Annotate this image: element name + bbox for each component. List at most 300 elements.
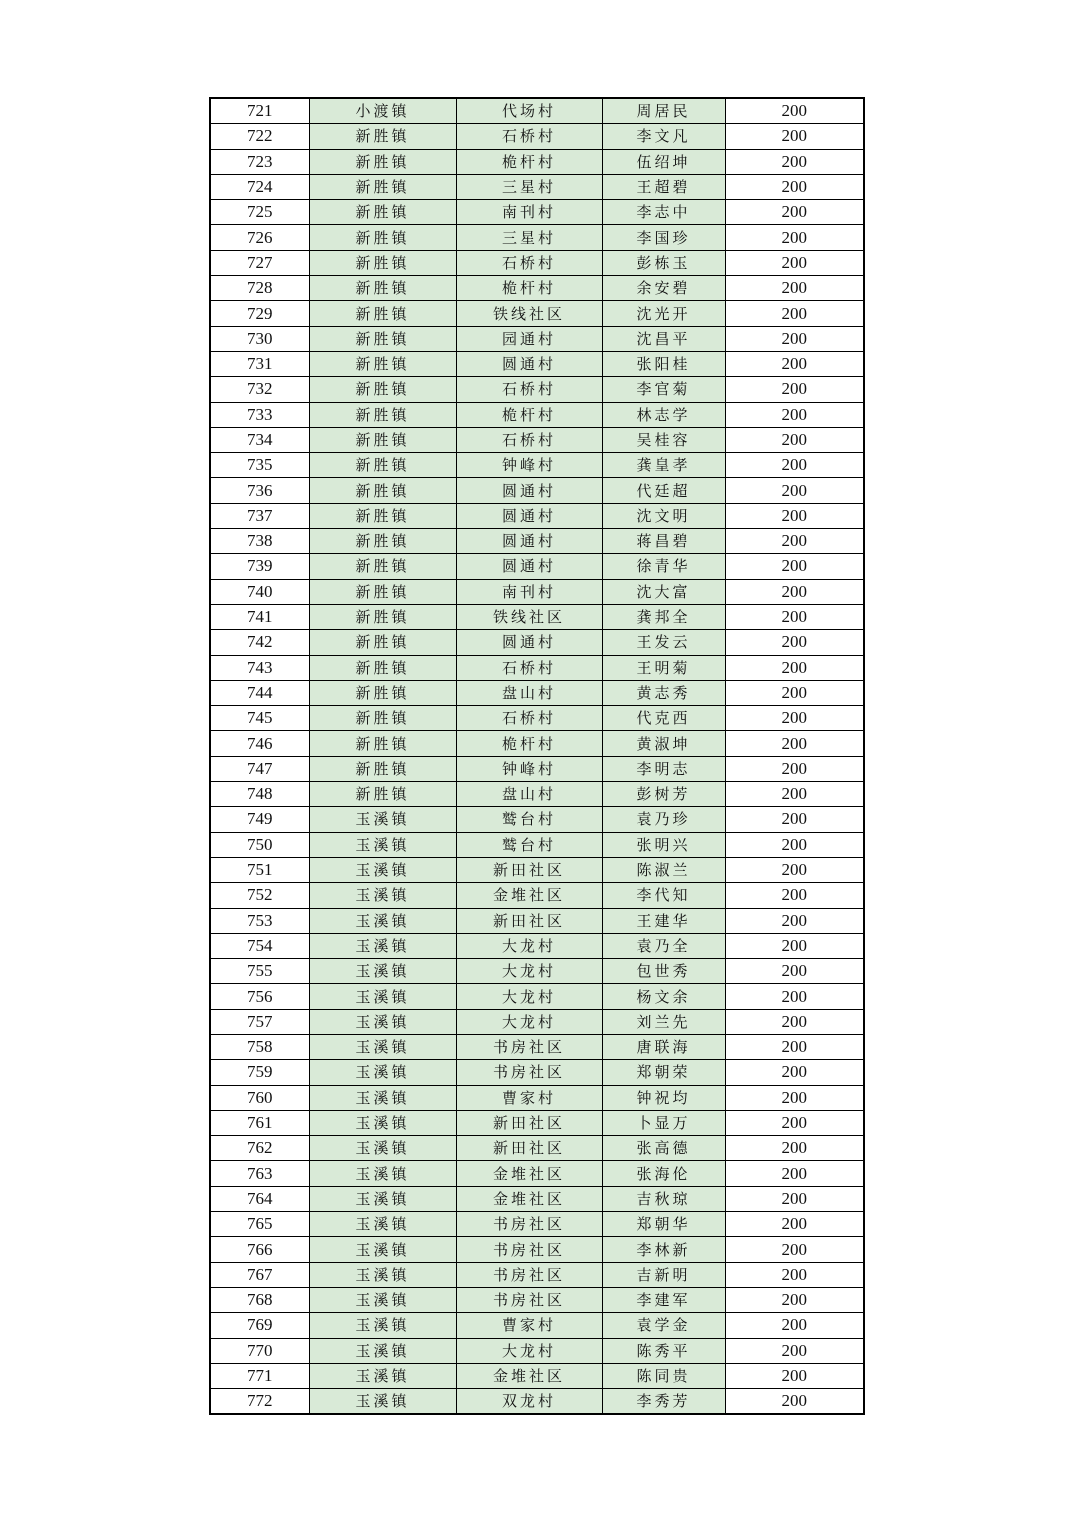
person-name-cell: 袁乃全 (602, 933, 725, 958)
person-name-cell: 林志学 (602, 402, 725, 427)
table-row (210, 351, 864, 376)
row-number-cell: 734 (210, 427, 309, 452)
amount-cell: 200 (725, 1085, 864, 1110)
amount-cell: 200 (725, 706, 864, 731)
village-cell: 石桥村 (456, 124, 602, 149)
table-row (210, 832, 864, 857)
amount-cell: 200 (725, 857, 864, 882)
village-cell: 新田社区 (456, 908, 602, 933)
amount-cell: 200 (725, 1161, 864, 1186)
person-name-cell: 龚邦全 (602, 604, 725, 629)
person-name-cell: 彭栋玉 (602, 250, 725, 275)
village-cell: 大龙村 (456, 1009, 602, 1034)
village-cell: 圆通村 (456, 351, 602, 376)
village-cell: 石桥村 (456, 706, 602, 731)
table-row (210, 984, 864, 1009)
person-name-cell: 陈同贵 (602, 1363, 725, 1388)
table-row (210, 1110, 864, 1135)
town-cell: 新胜镇 (309, 554, 456, 579)
row-number-cell: 749 (210, 807, 309, 832)
table-row (210, 933, 864, 958)
amount-cell: 200 (725, 655, 864, 680)
town-cell: 新胜镇 (309, 782, 456, 807)
town-cell: 玉溪镇 (309, 908, 456, 933)
row-number-cell: 766 (210, 1237, 309, 1262)
town-cell: 新胜镇 (309, 351, 456, 376)
village-cell: 书房社区 (456, 1287, 602, 1312)
table-row (210, 554, 864, 579)
village-cell: 大龙村 (456, 1338, 602, 1363)
village-cell: 书房社区 (456, 1212, 602, 1237)
town-cell: 新胜镇 (309, 149, 456, 174)
table-row (210, 149, 864, 174)
amount-cell: 200 (725, 1110, 864, 1135)
table-row (210, 655, 864, 680)
table-row (210, 908, 864, 933)
town-cell: 新胜镇 (309, 630, 456, 655)
village-cell: 桅杆村 (456, 731, 602, 756)
town-cell: 新胜镇 (309, 731, 456, 756)
person-name-cell: 张高德 (602, 1136, 725, 1161)
person-name-cell: 郑朝华 (602, 1212, 725, 1237)
table-row (210, 1034, 864, 1059)
table-row (210, 731, 864, 756)
village-cell: 石桥村 (456, 250, 602, 275)
town-cell: 玉溪镇 (309, 1110, 456, 1135)
amount-cell: 200 (725, 1212, 864, 1237)
amount-cell: 200 (725, 1237, 864, 1262)
town-cell: 玉溪镇 (309, 984, 456, 1009)
town-cell: 玉溪镇 (309, 1237, 456, 1262)
town-cell: 玉溪镇 (309, 1212, 456, 1237)
amount-cell: 200 (725, 1136, 864, 1161)
table-row (210, 630, 864, 655)
town-cell: 新胜镇 (309, 402, 456, 427)
person-name-cell: 刘兰先 (602, 1009, 725, 1034)
village-cell: 金堆社区 (456, 1186, 602, 1211)
person-name-cell: 张明兴 (602, 832, 725, 857)
village-cell: 金堆社区 (456, 883, 602, 908)
town-cell: 新胜镇 (309, 579, 456, 604)
row-number-cell: 727 (210, 250, 309, 275)
row-number-cell: 722 (210, 124, 309, 149)
amount-cell: 200 (725, 1186, 864, 1211)
row-number-cell: 770 (210, 1338, 309, 1363)
table-row (210, 326, 864, 351)
town-cell: 玉溪镇 (309, 1009, 456, 1034)
town-cell: 玉溪镇 (309, 1136, 456, 1161)
row-number-cell: 761 (210, 1110, 309, 1135)
row-number-cell: 757 (210, 1009, 309, 1034)
town-cell: 新胜镇 (309, 225, 456, 250)
amount-cell: 200 (725, 174, 864, 199)
amount-cell: 200 (725, 453, 864, 478)
amount-cell: 200 (725, 807, 864, 832)
town-cell: 玉溪镇 (309, 832, 456, 857)
village-cell: 大龙村 (456, 959, 602, 984)
row-number-cell: 762 (210, 1136, 309, 1161)
table-row (210, 1085, 864, 1110)
village-cell: 书房社区 (456, 1237, 602, 1262)
town-cell: 新胜镇 (309, 503, 456, 528)
village-cell: 圆通村 (456, 478, 602, 503)
amount-cell: 200 (725, 124, 864, 149)
row-number-cell: 748 (210, 782, 309, 807)
row-number-cell: 765 (210, 1212, 309, 1237)
row-number-cell: 768 (210, 1287, 309, 1312)
amount-cell: 200 (725, 1060, 864, 1085)
village-cell: 鹫台村 (456, 832, 602, 857)
person-name-cell: 周居民 (602, 98, 725, 124)
town-cell: 新胜镇 (309, 756, 456, 781)
subsidy-table (209, 97, 865, 1415)
town-cell: 玉溪镇 (309, 933, 456, 958)
row-number-cell: 729 (210, 301, 309, 326)
amount-cell: 200 (725, 1313, 864, 1338)
village-cell: 新田社区 (456, 1136, 602, 1161)
amount-cell: 200 (725, 959, 864, 984)
person-name-cell: 李文凡 (602, 124, 725, 149)
table-row (210, 124, 864, 149)
village-cell: 盘山村 (456, 782, 602, 807)
town-cell: 新胜镇 (309, 174, 456, 199)
town-cell: 玉溪镇 (309, 959, 456, 984)
amount-cell: 200 (725, 883, 864, 908)
person-name-cell: 李明志 (602, 756, 725, 781)
town-cell: 玉溪镇 (309, 1262, 456, 1287)
table-row (210, 579, 864, 604)
person-name-cell: 张海伦 (602, 1161, 725, 1186)
row-number-cell: 739 (210, 554, 309, 579)
table-row (210, 1009, 864, 1034)
table-row (210, 200, 864, 225)
row-number-cell: 759 (210, 1060, 309, 1085)
town-cell: 玉溪镇 (309, 1034, 456, 1059)
row-number-cell: 754 (210, 933, 309, 958)
table-row (210, 857, 864, 882)
table-row (210, 1338, 864, 1363)
row-number-cell: 772 (210, 1389, 309, 1415)
person-name-cell: 王建华 (602, 908, 725, 933)
person-name-cell: 郑朝荣 (602, 1060, 725, 1085)
town-cell: 玉溪镇 (309, 857, 456, 882)
row-number-cell: 737 (210, 503, 309, 528)
amount-cell: 200 (725, 1363, 864, 1388)
person-name-cell: 张阳桂 (602, 351, 725, 376)
table-row (210, 529, 864, 554)
village-cell: 圆通村 (456, 554, 602, 579)
table-row (210, 883, 864, 908)
table-row (210, 1313, 864, 1338)
village-cell: 石桥村 (456, 377, 602, 402)
table-row (210, 1136, 864, 1161)
row-number-cell: 740 (210, 579, 309, 604)
village-cell: 曹家村 (456, 1085, 602, 1110)
town-cell: 玉溪镇 (309, 1186, 456, 1211)
table-row (210, 1212, 864, 1237)
amount-cell: 200 (725, 351, 864, 376)
town-cell: 玉溪镇 (309, 1313, 456, 1338)
town-cell: 玉溪镇 (309, 807, 456, 832)
town-cell: 新胜镇 (309, 427, 456, 452)
row-number-cell: 730 (210, 326, 309, 351)
person-name-cell: 伍绍坤 (602, 149, 725, 174)
table-row (210, 1186, 864, 1211)
person-name-cell: 袁乃珍 (602, 807, 725, 832)
table-row (210, 807, 864, 832)
amount-cell: 200 (725, 200, 864, 225)
town-cell: 玉溪镇 (309, 1287, 456, 1312)
person-name-cell: 彭树芳 (602, 782, 725, 807)
village-cell: 书房社区 (456, 1034, 602, 1059)
person-name-cell: 沈昌平 (602, 326, 725, 351)
row-number-cell: 742 (210, 630, 309, 655)
table-row (210, 680, 864, 705)
amount-cell: 200 (725, 579, 864, 604)
person-name-cell: 徐青华 (602, 554, 725, 579)
row-number-cell: 738 (210, 529, 309, 554)
table-row (210, 1237, 864, 1262)
table-row (210, 276, 864, 301)
person-name-cell: 蒋昌碧 (602, 529, 725, 554)
table-row (210, 503, 864, 528)
town-cell: 玉溪镇 (309, 1338, 456, 1363)
town-cell: 新胜镇 (309, 377, 456, 402)
village-cell: 大龙村 (456, 933, 602, 958)
row-number-cell: 747 (210, 756, 309, 781)
village-cell: 南刊村 (456, 579, 602, 604)
village-cell: 铁线社区 (456, 604, 602, 629)
row-number-cell: 755 (210, 959, 309, 984)
town-cell: 小渡镇 (309, 98, 456, 124)
person-name-cell: 李林新 (602, 1237, 725, 1262)
amount-cell: 200 (725, 529, 864, 554)
row-number-cell: 741 (210, 604, 309, 629)
town-cell: 玉溪镇 (309, 1363, 456, 1388)
village-cell: 石桥村 (456, 655, 602, 680)
row-number-cell: 743 (210, 655, 309, 680)
row-number-cell: 760 (210, 1085, 309, 1110)
person-name-cell: 李代知 (602, 883, 725, 908)
table-row (210, 959, 864, 984)
village-cell: 金堆社区 (456, 1161, 602, 1186)
person-name-cell: 黄志秀 (602, 680, 725, 705)
amount-cell: 200 (725, 1338, 864, 1363)
row-number-cell: 771 (210, 1363, 309, 1388)
person-name-cell: 王超碧 (602, 174, 725, 199)
row-number-cell: 723 (210, 149, 309, 174)
village-cell: 圆通村 (456, 529, 602, 554)
table-row (210, 1363, 864, 1388)
town-cell: 新胜镇 (309, 604, 456, 629)
town-cell: 新胜镇 (309, 326, 456, 351)
table-row (210, 250, 864, 275)
row-number-cell: 750 (210, 832, 309, 857)
row-number-cell: 728 (210, 276, 309, 301)
person-name-cell: 龚皇孝 (602, 453, 725, 478)
row-number-cell: 753 (210, 908, 309, 933)
person-name-cell: 吉新明 (602, 1262, 725, 1287)
amount-cell: 200 (725, 832, 864, 857)
person-name-cell: 杨文余 (602, 984, 725, 1009)
person-name-cell: 吉秋琼 (602, 1186, 725, 1211)
table-row (210, 1161, 864, 1186)
row-number-cell: 764 (210, 1186, 309, 1211)
amount-cell: 200 (725, 276, 864, 301)
amount-cell: 200 (725, 225, 864, 250)
person-name-cell: 李建军 (602, 1287, 725, 1312)
amount-cell: 200 (725, 98, 864, 124)
village-cell: 石桥村 (456, 427, 602, 452)
row-number-cell: 732 (210, 377, 309, 402)
person-name-cell: 陈淑兰 (602, 857, 725, 882)
town-cell: 新胜镇 (309, 276, 456, 301)
village-cell: 铁线社区 (456, 301, 602, 326)
row-number-cell: 763 (210, 1161, 309, 1186)
row-number-cell: 745 (210, 706, 309, 731)
town-cell: 新胜镇 (309, 301, 456, 326)
town-cell: 新胜镇 (309, 478, 456, 503)
town-cell: 玉溪镇 (309, 883, 456, 908)
amount-cell: 200 (725, 630, 864, 655)
village-cell: 圆通村 (456, 503, 602, 528)
table-row (210, 1262, 864, 1287)
person-name-cell: 李国珍 (602, 225, 725, 250)
village-cell: 钟峰村 (456, 453, 602, 478)
town-cell: 新胜镇 (309, 124, 456, 149)
table-row (210, 427, 864, 452)
town-cell: 新胜镇 (309, 655, 456, 680)
table-body (210, 98, 864, 1414)
person-name-cell: 李官菊 (602, 377, 725, 402)
amount-cell: 200 (725, 149, 864, 174)
person-name-cell: 唐联海 (602, 1034, 725, 1059)
town-cell: 玉溪镇 (309, 1161, 456, 1186)
row-number-cell: 767 (210, 1262, 309, 1287)
village-cell: 钟峰村 (456, 756, 602, 781)
village-cell: 南刊村 (456, 200, 602, 225)
amount-cell: 200 (725, 1009, 864, 1034)
village-cell: 圆通村 (456, 630, 602, 655)
town-cell: 新胜镇 (309, 680, 456, 705)
table-row (210, 604, 864, 629)
row-number-cell: 769 (210, 1313, 309, 1338)
table-row (210, 225, 864, 250)
town-cell: 玉溪镇 (309, 1060, 456, 1085)
table-row (210, 1287, 864, 1312)
person-name-cell: 王发云 (602, 630, 725, 655)
row-number-cell: 731 (210, 351, 309, 376)
table-row (210, 1389, 864, 1415)
amount-cell: 200 (725, 756, 864, 781)
person-name-cell: 余安碧 (602, 276, 725, 301)
person-name-cell: 沈文明 (602, 503, 725, 528)
amount-cell: 200 (725, 782, 864, 807)
village-cell: 大龙村 (456, 984, 602, 1009)
amount-cell: 200 (725, 1262, 864, 1287)
village-cell: 桅杆村 (456, 149, 602, 174)
table-row (210, 377, 864, 402)
table-row (210, 478, 864, 503)
row-number-cell: 752 (210, 883, 309, 908)
village-cell: 新田社区 (456, 857, 602, 882)
amount-cell: 200 (725, 503, 864, 528)
town-cell: 新胜镇 (309, 250, 456, 275)
row-number-cell: 733 (210, 402, 309, 427)
town-cell: 玉溪镇 (309, 1389, 456, 1415)
table-row (210, 453, 864, 478)
town-cell: 新胜镇 (309, 200, 456, 225)
person-name-cell: 代克西 (602, 706, 725, 731)
table-row (210, 1060, 864, 1085)
row-number-cell: 724 (210, 174, 309, 199)
amount-cell: 200 (725, 301, 864, 326)
person-name-cell: 卜显万 (602, 1110, 725, 1135)
amount-cell: 200 (725, 984, 864, 1009)
table-row (210, 301, 864, 326)
amount-cell: 200 (725, 1034, 864, 1059)
amount-cell: 200 (725, 1287, 864, 1312)
town-cell: 新胜镇 (309, 706, 456, 731)
person-name-cell: 李志中 (602, 200, 725, 225)
village-cell: 园通村 (456, 326, 602, 351)
row-number-cell: 758 (210, 1034, 309, 1059)
row-number-cell: 735 (210, 453, 309, 478)
amount-cell: 200 (725, 680, 864, 705)
person-name-cell: 钟祝均 (602, 1085, 725, 1110)
village-cell: 书房社区 (456, 1060, 602, 1085)
village-cell: 桅杆村 (456, 276, 602, 301)
table-row (210, 706, 864, 731)
amount-cell: 200 (725, 377, 864, 402)
amount-cell: 200 (725, 604, 864, 629)
row-number-cell: 744 (210, 680, 309, 705)
village-cell: 曹家村 (456, 1313, 602, 1338)
row-number-cell: 721 (210, 98, 309, 124)
row-number-cell: 751 (210, 857, 309, 882)
person-name-cell: 包世秀 (602, 959, 725, 984)
village-cell: 双龙村 (456, 1389, 602, 1415)
person-name-cell: 黄淑坤 (602, 731, 725, 756)
village-cell: 新田社区 (456, 1110, 602, 1135)
row-number-cell: 736 (210, 478, 309, 503)
amount-cell: 200 (725, 326, 864, 351)
amount-cell: 200 (725, 933, 864, 958)
amount-cell: 200 (725, 427, 864, 452)
village-cell: 盘山村 (456, 680, 602, 705)
table-row (210, 756, 864, 781)
table-row (210, 174, 864, 199)
person-name-cell: 吴桂容 (602, 427, 725, 452)
village-cell: 书房社区 (456, 1262, 602, 1287)
town-cell: 新胜镇 (309, 453, 456, 478)
village-cell: 代场村 (456, 98, 602, 124)
village-cell: 鹫台村 (456, 807, 602, 832)
row-number-cell: 756 (210, 984, 309, 1009)
amount-cell: 200 (725, 1389, 864, 1415)
village-cell: 三星村 (456, 225, 602, 250)
person-name-cell: 袁学金 (602, 1313, 725, 1338)
amount-cell: 200 (725, 731, 864, 756)
town-cell: 新胜镇 (309, 529, 456, 554)
table-row (210, 98, 864, 124)
person-name-cell: 代廷超 (602, 478, 725, 503)
amount-cell: 200 (725, 478, 864, 503)
village-cell: 三星村 (456, 174, 602, 199)
person-name-cell: 沈光开 (602, 301, 725, 326)
table-row (210, 782, 864, 807)
row-number-cell: 746 (210, 731, 309, 756)
